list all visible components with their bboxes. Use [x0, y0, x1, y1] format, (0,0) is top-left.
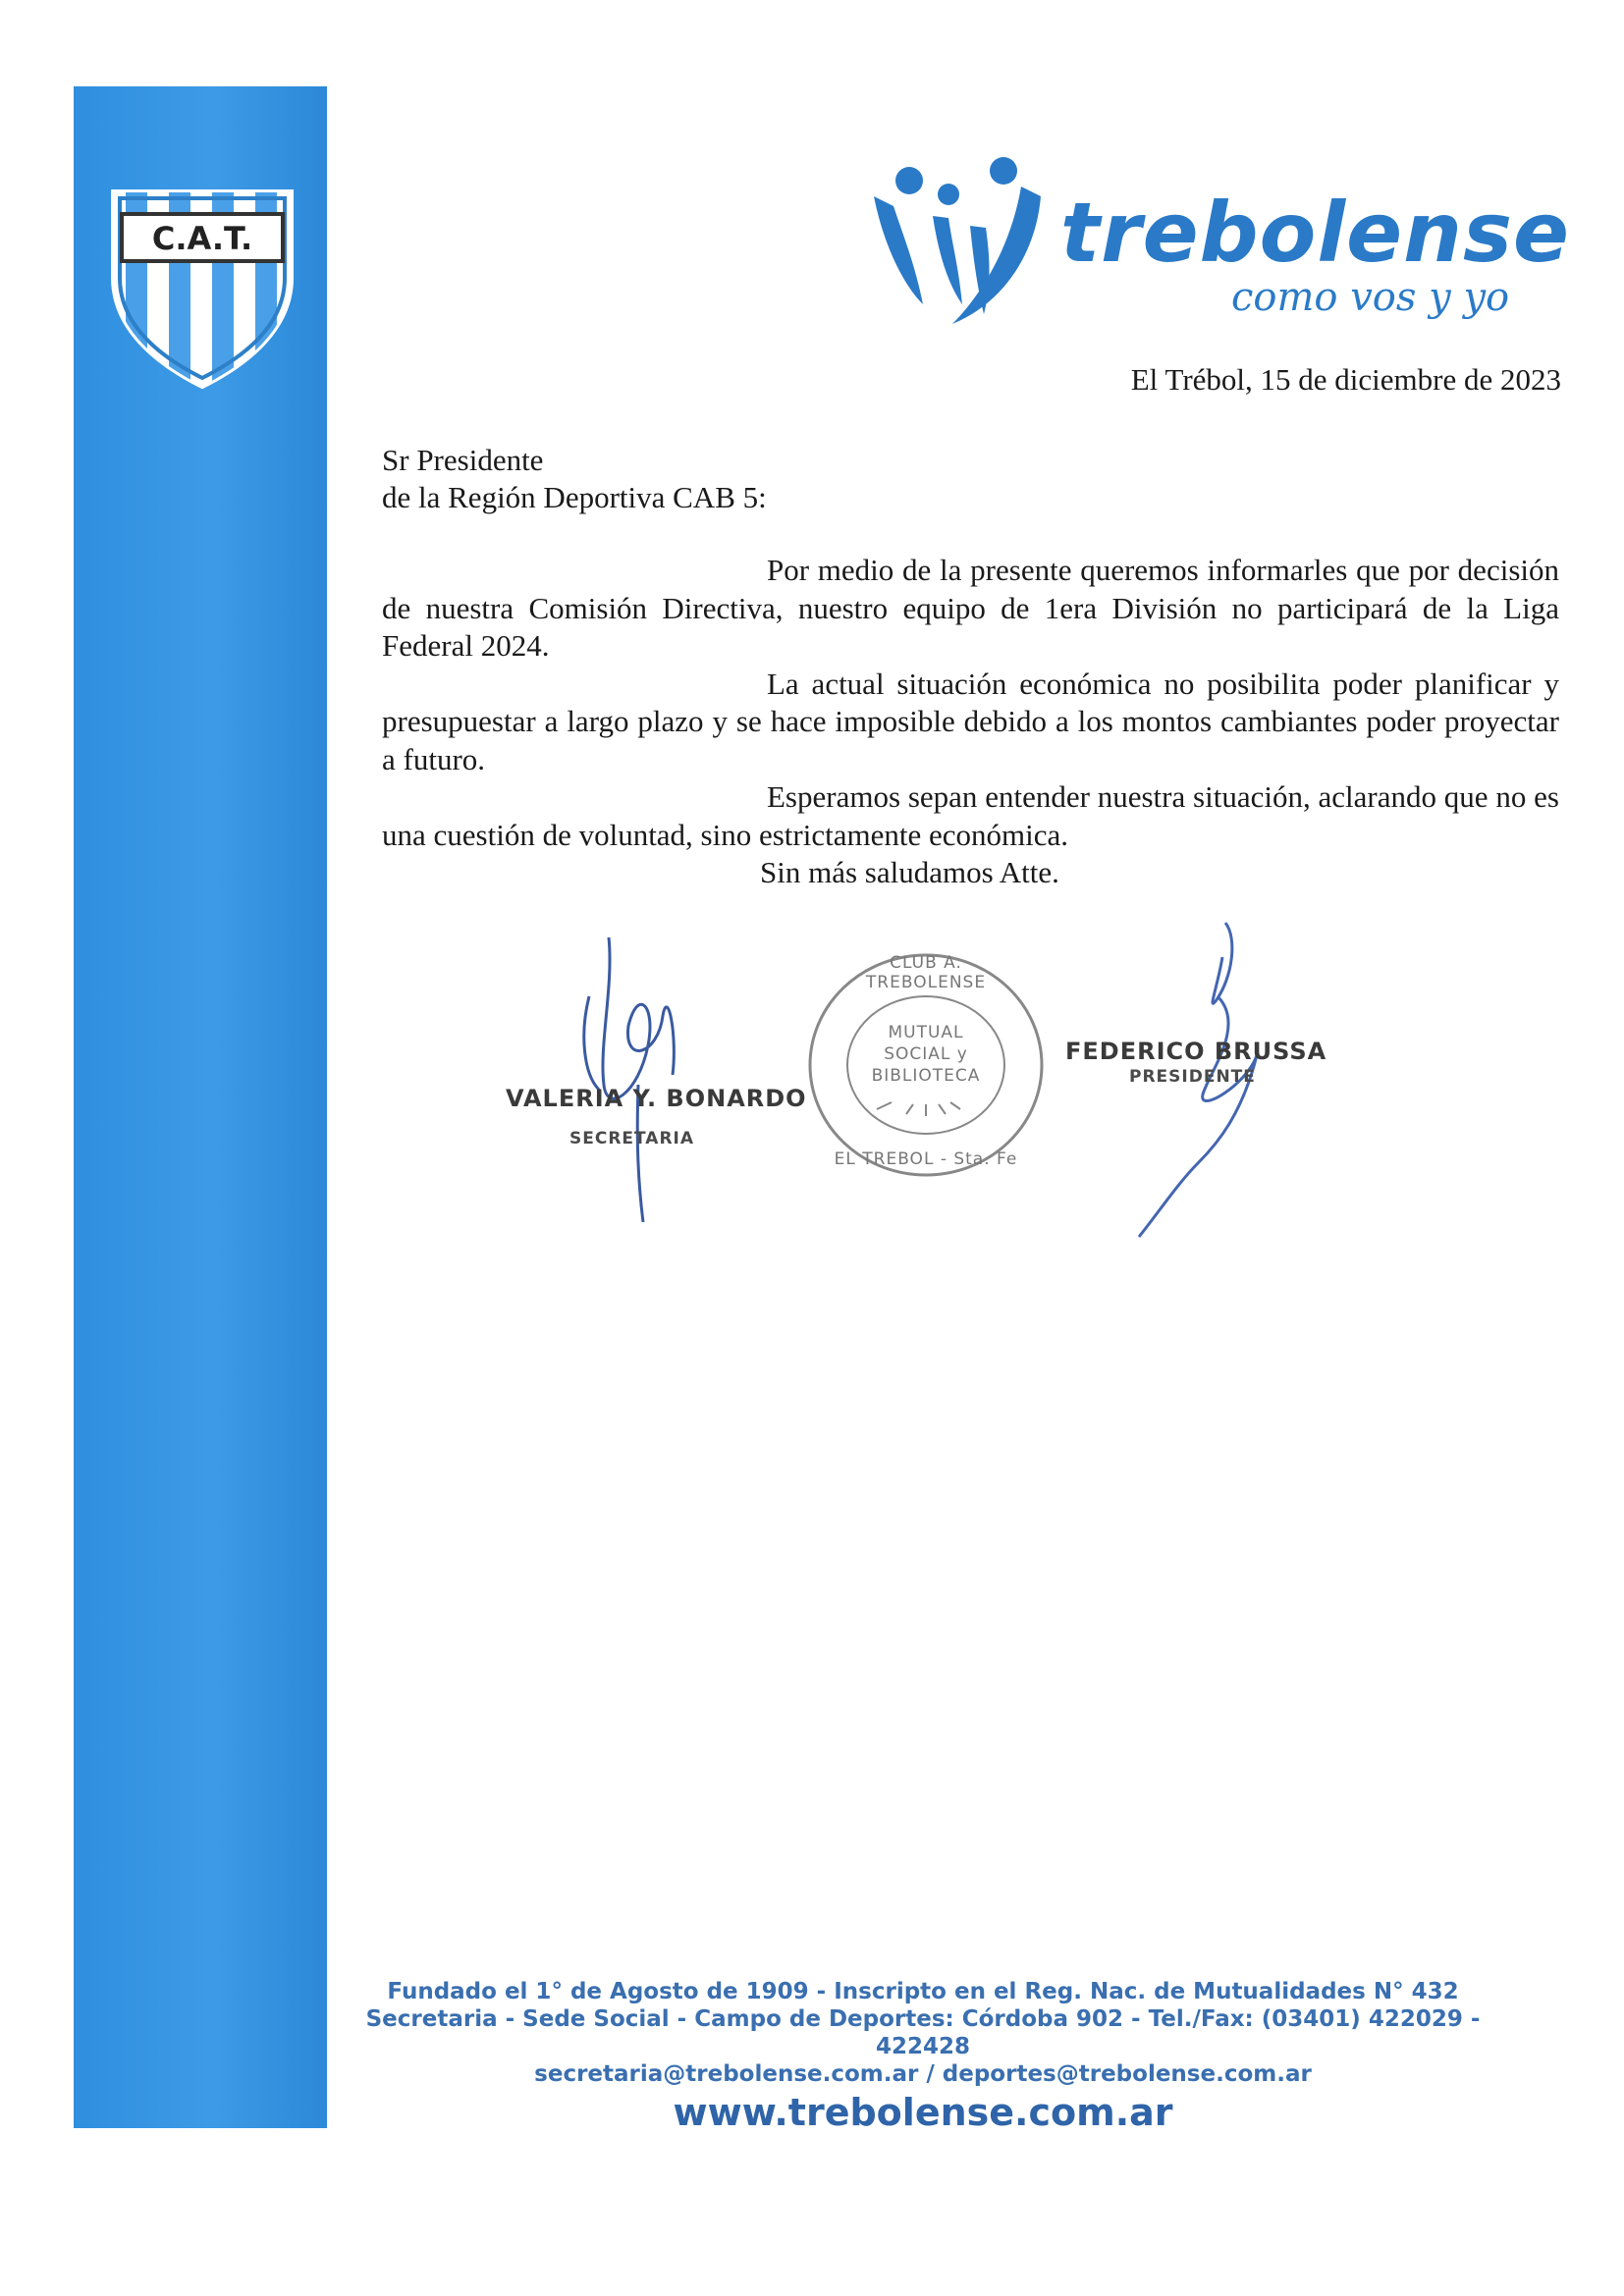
- body-paragraph: Esperamos sepan entender nuestra situación, aclarando que no es una cuestión de voluntad, sino estrictamente económica.: [382, 779, 1559, 852]
- body-paragraph: La actual situación económica no posibilita poder planificar y presupuestar a largo plazo y se hace imposible debido a los montos cambiantes poder proyectar a futuro.: [382, 666, 1559, 776]
- brand-tagline: como vos y yo: [1231, 275, 1510, 320]
- crest-initials: C.A.T.: [151, 220, 253, 257]
- stamp-center-text: BIBLIOTECA: [871, 1066, 981, 1086]
- letter-date: El Trébol, 15 de diciembre de 2023: [1130, 362, 1561, 397]
- recipient-line: Sr Presidente: [382, 443, 544, 477]
- recipient-line: de la Región Deportiva CAB 5:: [382, 480, 767, 514]
- brand-name: trebolense: [1060, 185, 1570, 281]
- footer-line: Secretaria - Sede Social - Campo de Deportes: Córdoba 902 - Tel./Fax: (03401) 422029 - 422428: [365, 2006, 1481, 2059]
- secretary-role: SECRETARIA: [569, 1129, 695, 1148]
- secretary-name: VALERIA Y. BONARDO: [506, 1085, 807, 1112]
- footer-line: secretaria@trebolense.com.ar / deportes@trebolense.com.ar: [534, 2061, 1312, 2087]
- stamp-center-text: SOCIAL y: [884, 1044, 968, 1064]
- body-paragraph: Por medio de la presente queremos informarles que por decisión de nuestra Comisión Directiva, nuestro equipo de 1era División no participará de la Liga Federal 2024.: [382, 553, 1559, 663]
- stamp-center-text: MUTUAL: [888, 1023, 964, 1042]
- secretary-signature: [569, 928, 717, 1222]
- president-role: PRESIDENTE: [1129, 1067, 1256, 1087]
- closing-line: Sin más saludamos Atte.: [760, 855, 1059, 889]
- footer-line: Fundado el 1° de Agosto de 1909 - Inscripto en el Reg. Nac. de Mutualidades N° 432: [387, 1979, 1459, 2004]
- signature-block: [491, 918, 1434, 1242]
- letterhead-sidebar: [74, 86, 327, 2128]
- president-name: FEDERICO BRUSSA: [1065, 1038, 1327, 1065]
- stamp-ring-top: CLUB A. TREBOLENSE: [865, 953, 987, 992]
- letterhead-footer: [324, 1978, 1522, 2088]
- letter-body: [382, 552, 1559, 892]
- stamp-ring-bottom: EL TREBOL - Sta. Fe: [834, 1149, 1018, 1169]
- footer-website: www.trebolense.com.ar: [673, 2091, 1173, 2134]
- recipient-block: [382, 442, 767, 516]
- club-crest-logo: [104, 185, 300, 391]
